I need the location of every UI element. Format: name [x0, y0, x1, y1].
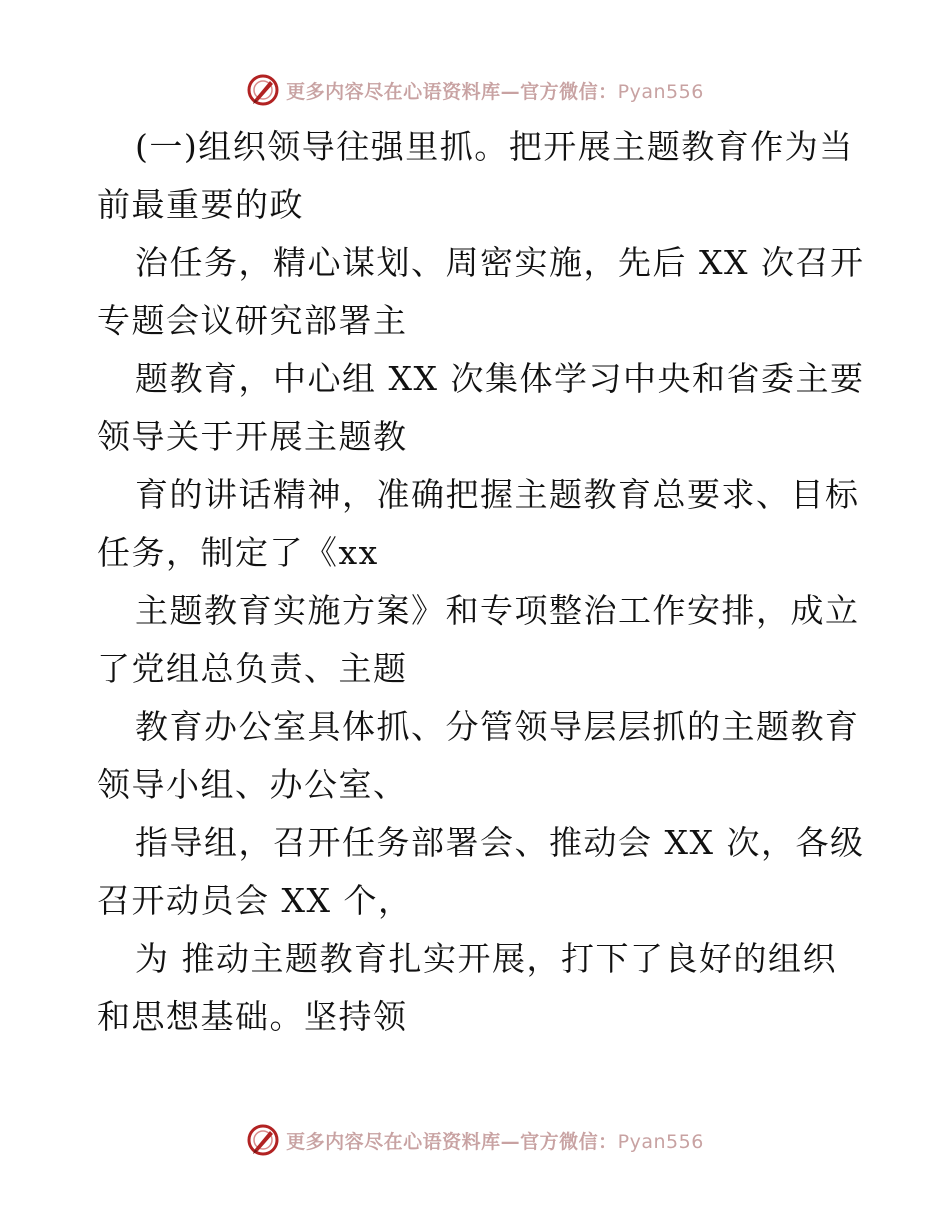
pen-logo-icon: [246, 73, 280, 107]
header-banner-wechat-id: Pyan556: [617, 80, 704, 103]
footer-banner-wechat-id: Pyan556: [617, 1130, 704, 1153]
text-line: 领导小组、办公室、: [97, 765, 408, 804]
header-watermark-banner: [0, 70, 950, 110]
text-line: 领导关于开展主题教: [97, 417, 408, 456]
paragraph: [97, 234, 865, 350]
header-banner-text: [286, 77, 704, 104]
text-line: 召开动员会 XX 个，: [97, 881, 413, 920]
text-line: 了党组总负责、主题: [97, 649, 408, 688]
text-line: 育的讲话精神，准确把握主题教育总要求、目标: [135, 475, 860, 514]
pen-logo-icon: [246, 1123, 280, 1157]
text-line: (一)组织领导往强里抓。把开展主题教育作为当: [135, 127, 854, 166]
paragraph: [97, 350, 865, 466]
header-banner-cn: 更多内容尽在心语资料库—官方微信：: [286, 80, 618, 103]
footer-watermark-banner: [0, 1120, 950, 1160]
paragraph: [97, 814, 865, 930]
text-line: 为 推动主题教育扎实开展，打下了良好的组织: [135, 939, 837, 978]
text-line: 专题会议研究部署主: [97, 301, 408, 340]
footer-banner-text: [286, 1127, 704, 1154]
paragraph: [97, 930, 857, 1046]
text-line: 和思想基础。坚持领: [97, 997, 408, 1036]
text-line: 指导组，召开任务部署会、推动会 XX 次，各级: [135, 823, 865, 862]
footer-banner-cn: 更多内容尽在心语资料库—官方微信：: [286, 1130, 618, 1153]
text-line: 教育办公室具体抓、分管领导层层抓的主题教育: [135, 707, 860, 746]
paragraph: [97, 698, 860, 814]
document-body: [97, 118, 865, 1046]
text-line: 主题教育实施方案》和专项整治工作安排，成立: [135, 591, 860, 630]
text-line: 治任务，精心谋划、周密实施，先后 XX 次召开: [135, 243, 865, 282]
paragraph: [97, 466, 860, 582]
text-line: 前最重要的政: [97, 185, 304, 224]
text-line: 任务，制定了《xx: [97, 533, 379, 572]
text-line: 题教育，中心组 XX 次集体学习中央和省委主要: [135, 359, 865, 398]
paragraph: [97, 118, 857, 234]
paragraph: [97, 582, 860, 698]
